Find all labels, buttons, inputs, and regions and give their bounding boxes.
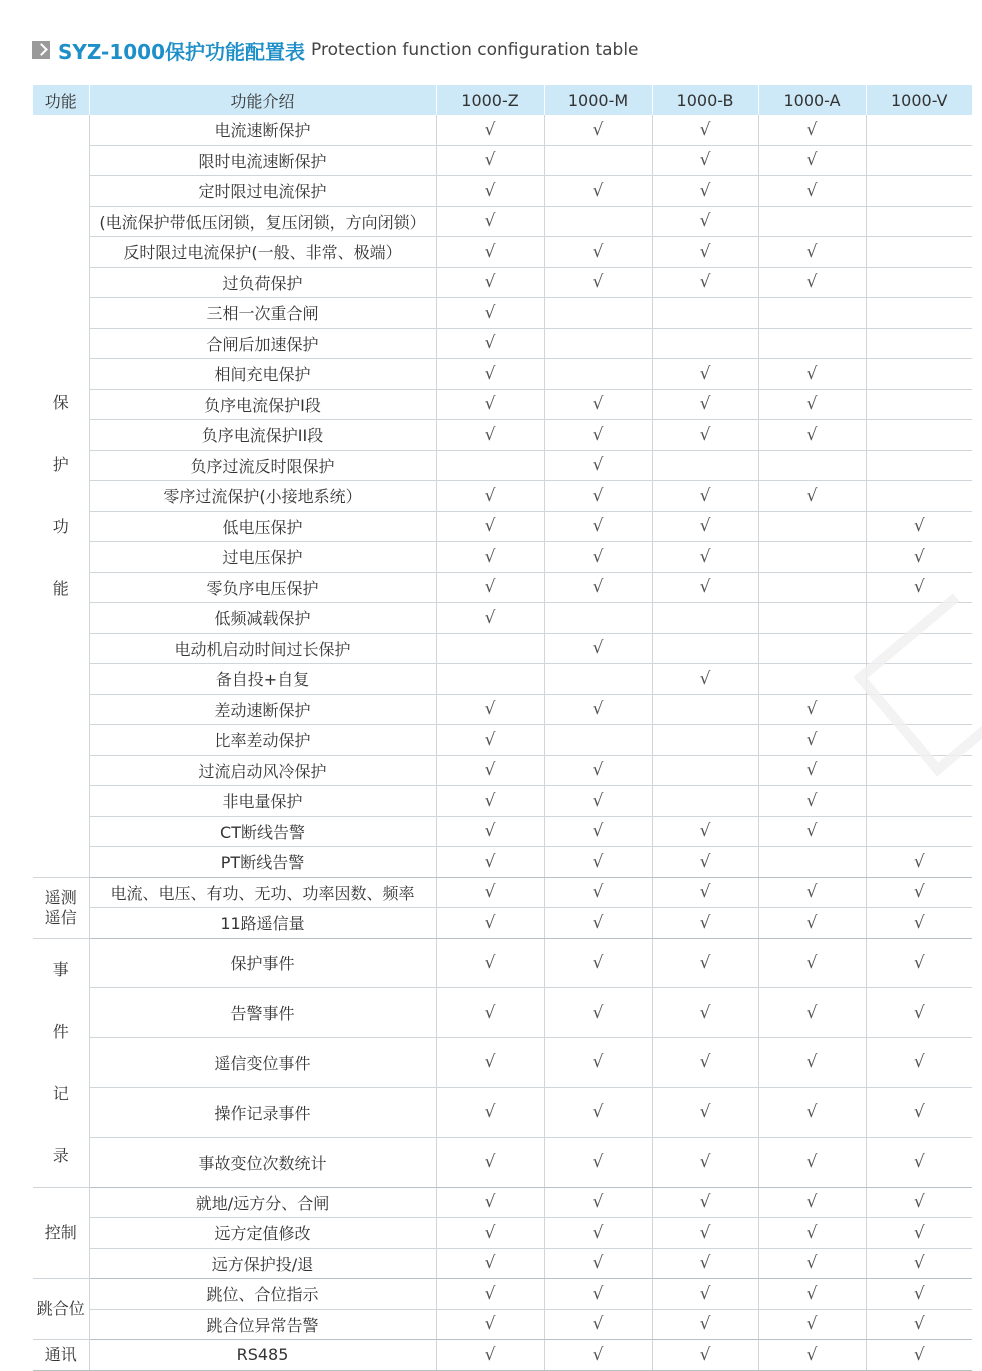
support-mark-cell: √ [758, 877, 866, 908]
function-description: 就地/远方分、合闸 [89, 1187, 436, 1218]
support-mark-cell [652, 786, 758, 817]
support-mark-cell: √ [652, 237, 758, 268]
support-mark-cell: √ [866, 1248, 972, 1279]
support-mark-cell: √ [652, 988, 758, 1038]
support-mark-cell: √ [436, 389, 544, 420]
category-cell: 遥测 遥信 [33, 877, 89, 938]
support-mark-cell: √ [436, 328, 544, 359]
function-description: CT断线告警 [89, 816, 436, 847]
support-mark-cell: √ [758, 1137, 866, 1187]
function-description: 非电量保护 [89, 786, 436, 817]
support-mark-cell [544, 328, 652, 359]
support-mark-cell: √ [758, 1340, 866, 1371]
support-mark-cell [544, 725, 652, 756]
support-mark-cell: √ [544, 1137, 652, 1187]
support-mark-cell: √ [436, 267, 544, 298]
support-mark-cell [866, 786, 972, 817]
support-mark-cell: √ [544, 755, 652, 786]
support-mark-cell: √ [544, 1309, 652, 1340]
support-mark-cell [866, 298, 972, 329]
support-mark-cell: √ [866, 511, 972, 542]
support-mark-cell: √ [544, 1279, 652, 1310]
support-mark-cell [652, 298, 758, 329]
support-mark-cell: √ [544, 1248, 652, 1279]
support-mark-cell: √ [544, 938, 652, 988]
function-description: 负序电流保护II段 [89, 420, 436, 451]
table-row [33, 847, 972, 878]
support-mark-cell: √ [544, 1187, 652, 1218]
support-mark-cell: √ [436, 176, 544, 207]
support-mark-cell: √ [436, 206, 544, 237]
table-row [33, 206, 972, 237]
support-mark-cell [866, 328, 972, 359]
support-mark-cell: √ [544, 481, 652, 512]
column-header-1000-b: 1000-B [652, 85, 758, 115]
support-mark-cell [866, 267, 972, 298]
support-mark-cell: √ [758, 1309, 866, 1340]
support-mark-cell: √ [436, 481, 544, 512]
category-cell: 保 护 功 能 [33, 115, 89, 877]
function-description: 保护事件 [89, 938, 436, 988]
column-header-function: 功能 [33, 85, 89, 115]
title-bar [32, 34, 639, 66]
support-mark-cell: √ [866, 988, 972, 1038]
table-row [33, 359, 972, 390]
support-mark-cell: √ [544, 389, 652, 420]
support-mark-cell: √ [758, 725, 866, 756]
support-mark-cell [758, 328, 866, 359]
support-mark-cell: √ [758, 786, 866, 817]
support-mark-cell: √ [866, 542, 972, 573]
support-mark-cell: √ [866, 1279, 972, 1310]
support-mark-cell: √ [436, 1087, 544, 1137]
support-mark-cell: √ [544, 877, 652, 908]
function-description: 11路遥信量 [89, 908, 436, 939]
support-mark-cell [652, 450, 758, 481]
table-row [33, 328, 972, 359]
check-arrow-icon [32, 41, 50, 59]
support-mark-cell: √ [758, 988, 866, 1038]
table-row [33, 572, 972, 603]
support-mark-cell: √ [758, 237, 866, 268]
support-mark-cell [544, 206, 652, 237]
support-mark-cell: √ [652, 481, 758, 512]
support-mark-cell: √ [544, 450, 652, 481]
support-mark-cell: √ [652, 938, 758, 988]
support-mark-cell: √ [758, 1218, 866, 1249]
support-mark-cell: √ [544, 1087, 652, 1137]
support-mark-cell: √ [866, 1137, 972, 1187]
support-mark-cell: √ [544, 542, 652, 573]
support-mark-cell: √ [652, 359, 758, 390]
support-mark-cell: √ [758, 115, 866, 145]
support-mark-cell [652, 725, 758, 756]
table-title-en: Protection function configuration table [311, 40, 639, 60]
support-mark-cell: √ [758, 420, 866, 451]
function-description: 相间充电保护 [89, 359, 436, 390]
function-description: 告警事件 [89, 988, 436, 1038]
support-mark-cell: √ [758, 1187, 866, 1218]
support-mark-cell: √ [436, 1340, 544, 1371]
support-mark-cell: √ [436, 420, 544, 451]
function-description: 过电压保护 [89, 542, 436, 573]
support-mark-cell: √ [866, 938, 972, 988]
support-mark-cell: √ [652, 1279, 758, 1310]
function-description: 跳合位异常告警 [89, 1309, 436, 1340]
function-description: (电流保护带低压闭锁，复压闭锁，方向闭锁） [89, 206, 436, 237]
support-mark-cell: √ [544, 1340, 652, 1371]
support-mark-cell [758, 542, 866, 573]
function-description: 遥信变位事件 [89, 1038, 436, 1088]
support-mark-cell: √ [866, 1309, 972, 1340]
function-description: PT断线告警 [89, 847, 436, 878]
support-mark-cell [544, 145, 652, 176]
support-mark-cell [544, 603, 652, 634]
support-mark-cell: √ [436, 1137, 544, 1187]
support-mark-cell [758, 633, 866, 664]
support-mark-cell: √ [544, 988, 652, 1038]
support-mark-cell: √ [544, 847, 652, 878]
table-row [33, 450, 972, 481]
support-mark-cell [758, 206, 866, 237]
support-mark-cell: √ [436, 572, 544, 603]
support-mark-cell [652, 694, 758, 725]
support-mark-cell: √ [652, 1248, 758, 1279]
support-mark-cell: √ [758, 1038, 866, 1088]
support-mark-cell: √ [652, 1218, 758, 1249]
support-mark-cell: √ [758, 1248, 866, 1279]
support-mark-cell: √ [436, 694, 544, 725]
table-row [33, 725, 972, 756]
function-description: 操作记录事件 [89, 1087, 436, 1137]
support-mark-cell: √ [652, 389, 758, 420]
support-mark-cell [436, 450, 544, 481]
function-description: 低电压保护 [89, 511, 436, 542]
function-description: 反时限过电流保护(一般、非常、极端） [89, 237, 436, 268]
support-mark-cell: √ [652, 420, 758, 451]
table-row [33, 988, 972, 1038]
support-mark-cell: √ [758, 267, 866, 298]
function-description: 低频减载保护 [89, 603, 436, 634]
support-mark-cell: √ [866, 847, 972, 878]
support-mark-cell: √ [652, 267, 758, 298]
table-row [33, 694, 972, 725]
support-mark-cell [866, 237, 972, 268]
support-mark-cell [436, 633, 544, 664]
support-mark-cell [758, 847, 866, 878]
support-mark-cell: √ [652, 145, 758, 176]
support-mark-cell [758, 511, 866, 542]
function-description: 三相一次重合闸 [89, 298, 436, 329]
table-row [33, 1279, 972, 1310]
support-mark-cell: √ [436, 725, 544, 756]
table-row [33, 115, 972, 145]
support-mark-cell: √ [544, 572, 652, 603]
table-row [33, 755, 972, 786]
support-mark-cell: √ [436, 988, 544, 1038]
support-mark-cell [866, 115, 972, 145]
table-row [33, 145, 972, 176]
support-mark-cell [866, 145, 972, 176]
function-description: 电流速断保护 [89, 115, 436, 145]
support-mark-cell: √ [436, 816, 544, 847]
function-description: 远方保护投/退 [89, 1248, 436, 1279]
support-mark-cell: √ [758, 938, 866, 988]
column-header-1000-v: 1000-V [866, 85, 972, 115]
support-mark-cell: √ [436, 511, 544, 542]
table-row [33, 1187, 972, 1218]
support-mark-cell: √ [436, 542, 544, 573]
support-mark-cell [758, 298, 866, 329]
function-description: 过负荷保护 [89, 267, 436, 298]
support-mark-cell: √ [866, 1038, 972, 1088]
table-body [33, 115, 972, 1370]
column-header-1000-a: 1000-A [758, 85, 866, 115]
support-mark-cell: √ [866, 877, 972, 908]
table-row [33, 176, 972, 207]
table-row [33, 267, 972, 298]
support-mark-cell: √ [758, 908, 866, 939]
support-mark-cell [866, 420, 972, 451]
support-mark-cell [652, 603, 758, 634]
support-mark-cell: √ [436, 755, 544, 786]
table-row [33, 1038, 972, 1088]
support-mark-cell: √ [652, 1087, 758, 1137]
support-mark-cell: √ [436, 237, 544, 268]
support-mark-cell: √ [758, 389, 866, 420]
support-mark-cell: √ [652, 1137, 758, 1187]
support-mark-cell [544, 298, 652, 329]
support-mark-cell: √ [544, 908, 652, 939]
support-mark-cell: √ [436, 115, 544, 145]
support-mark-cell: √ [436, 1218, 544, 1249]
support-mark-cell [866, 206, 972, 237]
support-mark-cell: √ [436, 359, 544, 390]
table-row [33, 938, 972, 988]
support-mark-cell: √ [652, 572, 758, 603]
support-mark-cell [544, 664, 652, 695]
support-mark-cell: √ [652, 115, 758, 145]
support-mark-cell: √ [652, 877, 758, 908]
table-row [33, 481, 972, 512]
support-mark-cell [758, 450, 866, 481]
table-row [33, 511, 972, 542]
support-mark-cell: √ [866, 1340, 972, 1371]
support-mark-cell: √ [866, 1218, 972, 1249]
support-mark-cell [866, 816, 972, 847]
support-mark-cell [652, 755, 758, 786]
table-row [33, 633, 972, 664]
support-mark-cell: √ [652, 1309, 758, 1340]
support-mark-cell: √ [436, 847, 544, 878]
support-mark-cell: √ [436, 938, 544, 988]
table-row [33, 816, 972, 847]
table-row [33, 298, 972, 329]
function-description: 远方定值修改 [89, 1218, 436, 1249]
support-mark-cell: √ [544, 115, 652, 145]
column-header-description: 功能介绍 [89, 85, 436, 115]
support-mark-cell: √ [652, 1340, 758, 1371]
function-description: 比率差动保护 [89, 725, 436, 756]
function-description: 零序过流保护(小接地系统） [89, 481, 436, 512]
support-mark-cell [652, 328, 758, 359]
support-mark-cell: √ [866, 908, 972, 939]
support-mark-cell [436, 664, 544, 695]
function-description: 限时电流速断保护 [89, 145, 436, 176]
support-mark-cell [866, 176, 972, 207]
support-mark-cell: √ [436, 1187, 544, 1218]
support-mark-cell: √ [758, 1279, 866, 1310]
function-description: 过流启动风冷保护 [89, 755, 436, 786]
support-mark-cell: √ [866, 572, 972, 603]
support-mark-cell [652, 633, 758, 664]
support-mark-cell [758, 664, 866, 695]
table-row [33, 389, 972, 420]
support-mark-cell: √ [758, 176, 866, 207]
support-mark-cell: √ [652, 1038, 758, 1088]
table-row [33, 1309, 972, 1340]
support-mark-cell: √ [758, 694, 866, 725]
support-mark-cell [758, 603, 866, 634]
table-row [33, 542, 972, 573]
support-mark-cell: √ [758, 481, 866, 512]
support-mark-cell: √ [652, 664, 758, 695]
table-row [33, 1087, 972, 1137]
support-mark-cell: √ [436, 1248, 544, 1279]
support-mark-cell: √ [544, 420, 652, 451]
function-description: 备自投+自复 [89, 664, 436, 695]
category-cell: 事 件 记 录 [33, 938, 89, 1187]
table-row [33, 908, 972, 939]
support-mark-cell: √ [436, 877, 544, 908]
support-mark-cell: √ [436, 1038, 544, 1088]
function-description: 负序过流反时限保护 [89, 450, 436, 481]
support-mark-cell: √ [652, 816, 758, 847]
function-description: 电流、电压、有功、无功、功率因数、频率 [89, 877, 436, 908]
function-description: 负序电流保护I段 [89, 389, 436, 420]
table-row [33, 237, 972, 268]
function-description: 定时限过电流保护 [89, 176, 436, 207]
support-mark-cell: √ [544, 786, 652, 817]
support-mark-cell: √ [652, 542, 758, 573]
support-mark-cell: √ [544, 1038, 652, 1088]
support-mark-cell [866, 389, 972, 420]
table-row [33, 877, 972, 908]
support-mark-cell: √ [866, 1087, 972, 1137]
support-mark-cell: √ [544, 1218, 652, 1249]
support-mark-cell: √ [652, 511, 758, 542]
support-mark-cell: √ [758, 755, 866, 786]
table-row [33, 1218, 972, 1249]
support-mark-cell: √ [544, 694, 652, 725]
table-header-row [33, 85, 972, 115]
table-title-cn: SYZ-1000保护功能配置表 [58, 39, 306, 64]
support-mark-cell: √ [436, 1279, 544, 1310]
support-mark-cell: √ [758, 816, 866, 847]
support-mark-cell: √ [544, 633, 652, 664]
support-mark-cell: √ [544, 176, 652, 207]
function-description: 零负序电压保护 [89, 572, 436, 603]
support-mark-cell [866, 450, 972, 481]
support-mark-cell: √ [758, 359, 866, 390]
support-mark-cell: √ [652, 1187, 758, 1218]
table-row [33, 664, 972, 695]
table-row [33, 420, 972, 451]
support-mark-cell [758, 572, 866, 603]
support-mark-cell: √ [652, 847, 758, 878]
category-cell: 跳合位 [33, 1279, 89, 1340]
support-mark-cell [866, 359, 972, 390]
category-cell: 控制 [33, 1187, 89, 1279]
support-mark-cell: √ [652, 908, 758, 939]
support-mark-cell: √ [436, 908, 544, 939]
support-mark-cell: √ [652, 176, 758, 207]
table-row [33, 1137, 972, 1187]
column-header-1000-m: 1000-M [544, 85, 652, 115]
table-row [33, 1340, 972, 1371]
function-description: 差动速断保护 [89, 694, 436, 725]
function-description: 事故变位次数统计 [89, 1137, 436, 1187]
category-cell: 通讯 [33, 1340, 89, 1371]
function-description: 合闸后加速保护 [89, 328, 436, 359]
support-mark-cell: √ [866, 1187, 972, 1218]
support-mark-cell [866, 481, 972, 512]
support-mark-cell: √ [544, 267, 652, 298]
support-mark-cell: √ [544, 511, 652, 542]
table-row [33, 786, 972, 817]
support-mark-cell: √ [436, 786, 544, 817]
support-mark-cell: √ [758, 145, 866, 176]
support-mark-cell: √ [544, 816, 652, 847]
support-mark-cell: √ [652, 206, 758, 237]
protection-config-table [33, 85, 972, 1371]
support-mark-cell: √ [544, 237, 652, 268]
function-description: 跳位、合位指示 [89, 1279, 436, 1310]
function-description: 电动机启动时间过长保护 [89, 633, 436, 664]
table-row [33, 1248, 972, 1279]
support-mark-cell: √ [436, 1309, 544, 1340]
support-mark-cell: √ [436, 298, 544, 329]
support-mark-cell: √ [436, 145, 544, 176]
support-mark-cell: √ [436, 603, 544, 634]
column-header-1000-z: 1000-Z [436, 85, 544, 115]
table-row [33, 603, 972, 634]
support-mark-cell [544, 359, 652, 390]
function-description: RS485 [89, 1340, 436, 1371]
support-mark-cell: √ [758, 1087, 866, 1137]
